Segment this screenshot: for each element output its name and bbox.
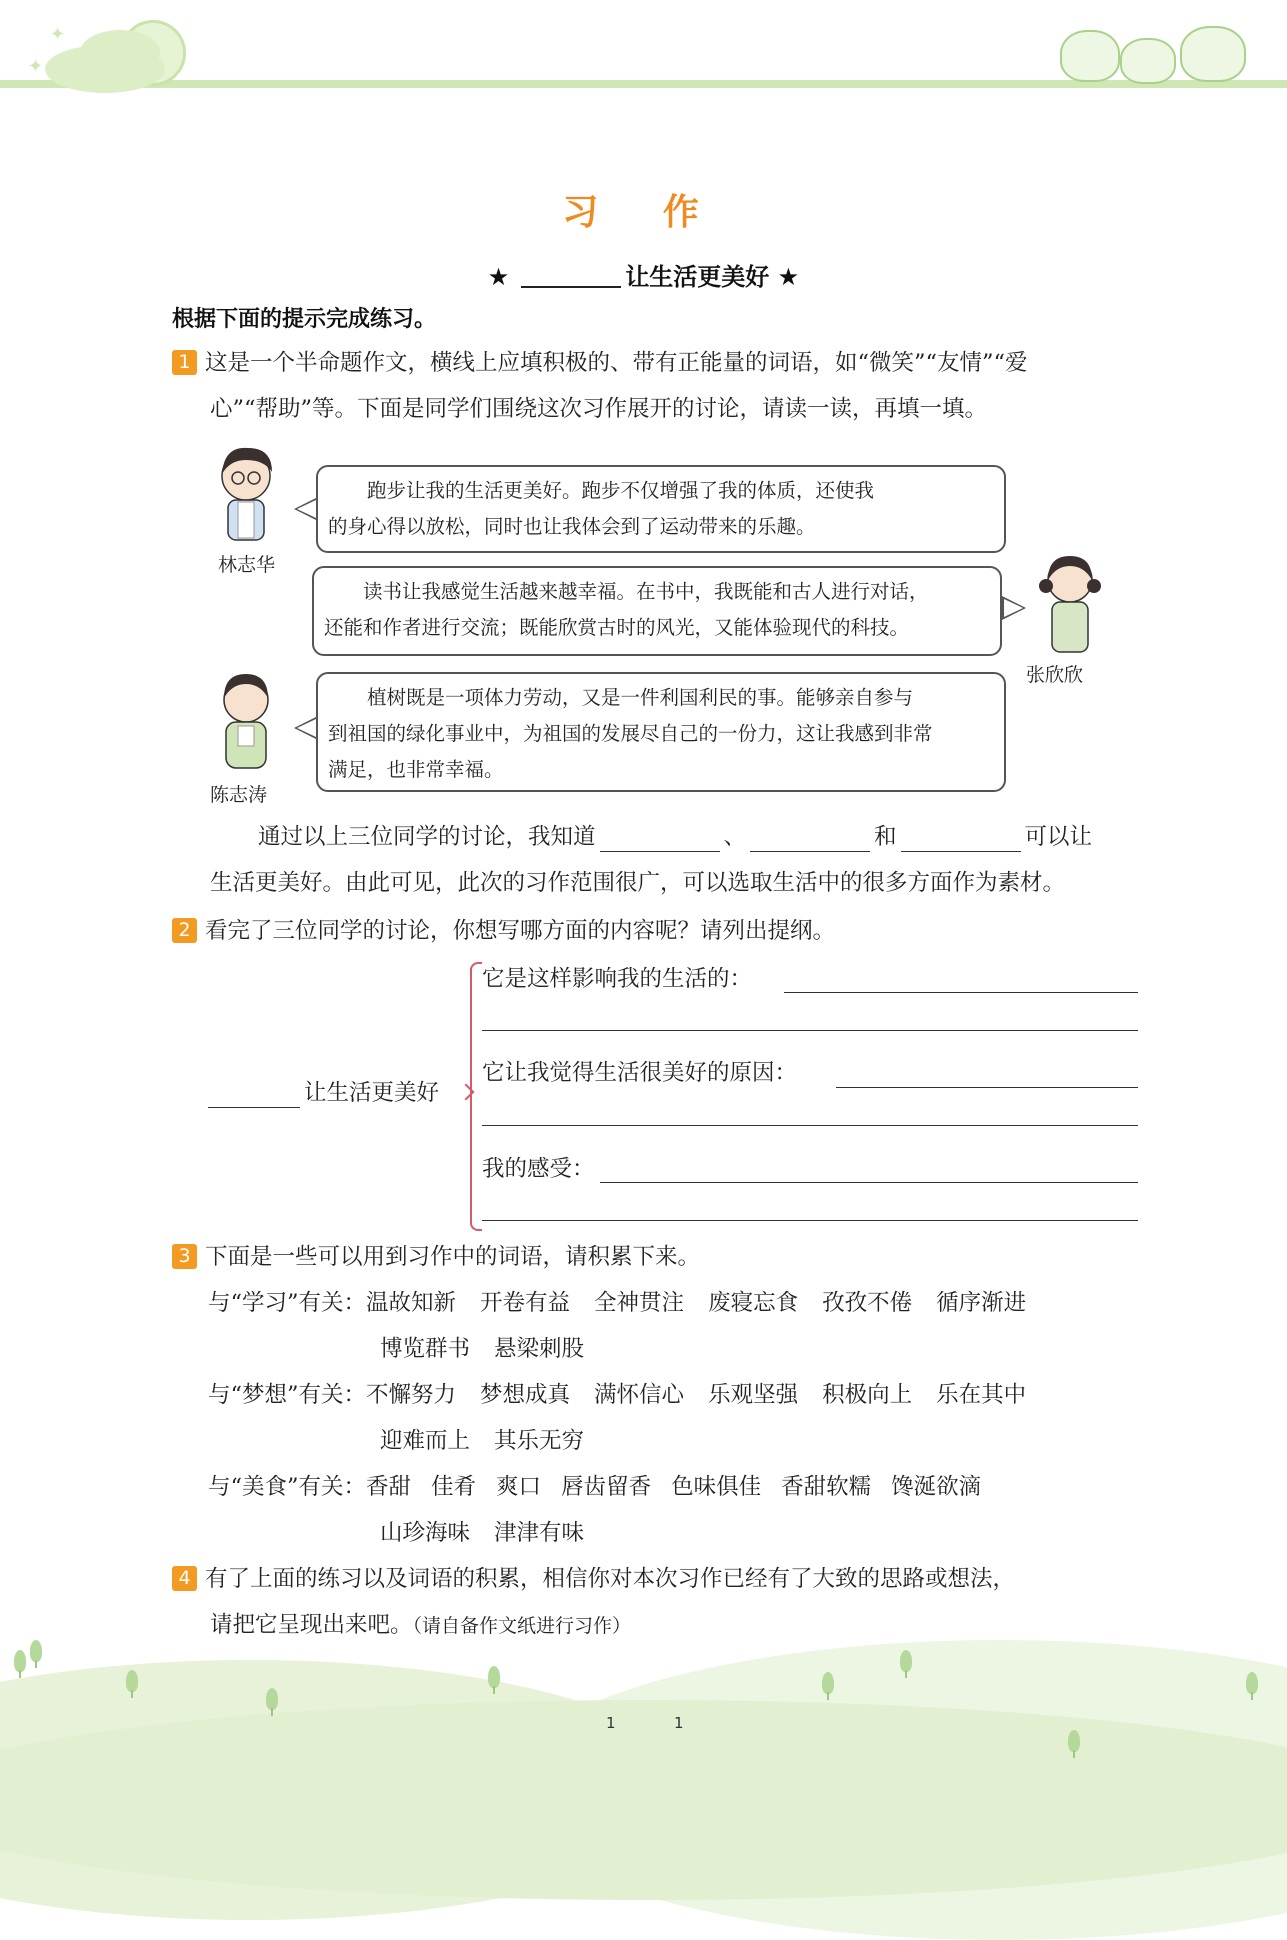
tree-icon [488,1666,500,1688]
answer-line[interactable] [784,992,1138,993]
word: 温故知新 [366,1290,457,1316]
page-number-left: 1 [606,1714,616,1732]
answer-line[interactable] [600,1182,1138,1183]
tree-icon [30,1640,42,1662]
speaker-name: 张欣欣 [1026,664,1084,686]
tree-icon [126,1670,138,1692]
tree-icon [822,1672,834,1694]
hill [0,1700,1287,1900]
q1-text: 这是一个半命题作文，横线上应填积极的、带有正能量的词语，如“微笑”“友情”“爱 [205,350,1028,376]
page-number-right: 1 [674,1714,684,1732]
bubble-text: 的身心得以放松，同时也让我体会到了运动带来的乐趣。 [328,515,816,538]
word: 梦想成真 [480,1382,571,1408]
answer-line[interactable] [836,1087,1138,1088]
pig-icon [1180,26,1246,82]
word: 全神贯注 [594,1290,685,1316]
word: 循序渐进 [936,1290,1027,1316]
word: 津津有味 [494,1520,585,1546]
word: 爽口 [496,1474,542,1500]
word: 乐观坚强 [708,1382,799,1408]
brace [470,968,482,1223]
tree-icon [14,1650,26,1672]
word-group-food [208,1464,981,1510]
word: 博览群书 [380,1336,471,1362]
word: 迎难而上 [380,1428,471,1454]
answer-blank-1[interactable] [600,821,720,852]
word: 悬梁刺股 [494,1336,585,1362]
bubble-text: 到祖国的绿化事业中，为祖国的发展尽自己的一份力，这让我感到非常 [328,722,933,745]
word: 孜孜不倦 [822,1290,913,1316]
q1-summary-line1 [258,814,1092,860]
summary-text: 、 [723,824,747,850]
q4-text: 有了上面的练习以及词语的积累，相信你对本次习作已经有了大致的思路或想法， [205,1566,1016,1592]
bubble-tail [294,716,318,740]
group-label: 与“梦想”有关： [208,1382,367,1408]
answer-blank-2[interactable] [750,821,870,852]
word: 满怀信心 [594,1382,685,1408]
question-number-badge: 4 [172,1566,197,1591]
summary-text: 和 [874,824,897,850]
q3-text: 下面是一些可以用到习作中的词语，请积累下来。 [205,1244,701,1270]
brace [470,1221,482,1231]
word: 香甜 [366,1474,412,1500]
word: 乐在其中 [936,1382,1027,1408]
q4-note: （请自备作文纸进行习作） [412,1615,632,1637]
tree-icon [900,1650,912,1672]
word: 其乐无穷 [494,1428,585,1454]
q3-line [172,1234,700,1280]
speech-bubble [312,566,1002,656]
subtitle-text: 让生活更美好 [625,263,770,291]
word: 山珍海味 [380,1520,471,1546]
answer-line[interactable] [482,1220,1138,1221]
summary-text: 可以让 [1024,824,1093,850]
bubble-text: 满足，也非常幸福。 [328,758,504,781]
word: 唇齿留香 [561,1474,652,1500]
word: 佳肴 [431,1474,477,1500]
word: 废寝忘食 [708,1290,799,1316]
outline-item-3: 我的感受： [482,1156,595,1182]
page-subtitle [0,257,1287,292]
question-number-badge: 1 [172,350,197,375]
bubble-text: 跑步让我的生活更美好。跑步不仅增强了我的体质，还使我 [367,479,875,502]
bear-icon [1120,38,1176,84]
word-group-food-row2 [380,1510,608,1556]
speech-bubble [316,672,1006,792]
instruction: 根据下面的提示完成练习。 [172,307,437,332]
q1-line2: 心”“帮助”等。下面是同学们围绕这次习作展开的讨论，请读一读，再填一填。 [210,396,988,422]
group-label: 与“美食”有关： [208,1474,367,1500]
q1-summary-line2: 生活更美好。由此可见，此次的习作范围很广，可以选取生活中的很多方面作为素材。 [210,870,1066,896]
q4-line1 [172,1556,1015,1602]
word: 色味俱佳 [671,1474,762,1500]
q2-line [172,908,835,954]
tree-icon [266,1688,278,1710]
page-title: 习 作 [562,192,725,233]
speaker-name: 陈志涛 [210,784,268,806]
star-icon: ✦ [50,24,66,45]
boy-avatar-chenzhitao [212,666,282,776]
title-blank[interactable] [521,262,621,288]
q2-text: 看完了三位同学的讨论，你想写哪方面的内容呢？请列出提纲。 [205,918,836,944]
outline-topic-blank[interactable] [208,1077,300,1108]
outline-center [208,1070,439,1116]
q1-line1 [172,340,1028,386]
answer-line[interactable] [482,1030,1138,1031]
star-icon: ✦ [28,56,44,77]
word-group-study [208,1280,1050,1326]
word: 积极向上 [822,1382,913,1408]
bubble-text: 植树既是一项体力劳动，又是一件利国利民的事。能够亲自参与 [367,686,914,709]
outline-center-label: 让生活更美好 [304,1080,440,1106]
bubble-tail [1002,596,1026,620]
tree-icon [1246,1672,1258,1694]
star-icon: ★ [487,263,510,291]
q4-text: 请把它呈现出来吧。 [210,1612,413,1638]
boy-avatar-linzhihua [210,440,285,550]
question-number-badge: 3 [172,1244,197,1269]
summary-text: 通过以上三位同学的讨论，我知道 [258,824,596,850]
bubble-text: 读书让我感觉生活越来越幸福。在书中，我既能和古人进行对话， [363,580,929,603]
group-label: 与“学习”有关： [208,1290,367,1316]
speaker-name: 林志华 [218,554,276,576]
bubble-text: 还能和作者进行交流；既能欣赏古时的风光，又能体验现代的科技。 [324,616,910,639]
word-group-dream [208,1372,1050,1418]
word: 香甜软糯 [781,1474,872,1500]
word: 馋涎欲滴 [891,1474,982,1500]
q4-line2 [210,1602,631,1649]
cloud-icon [80,30,160,75]
word: 不懈努力 [366,1382,457,1408]
answer-blank-3[interactable] [901,821,1021,852]
outline-item-2: 它让我觉得生活很美好的原因： [482,1060,798,1086]
answer-line[interactable] [482,1125,1138,1126]
girl-avatar-zhangxinxin [1030,550,1110,660]
outline-item-1: 它是这样影响我的生活的： [482,966,753,992]
word-group-study-row2 [380,1326,608,1372]
word: 开卷有益 [480,1290,571,1316]
star-icon: ★ [777,263,800,291]
question-number-badge: 2 [172,918,197,943]
bubble-tail [294,497,318,521]
cat-icon [1060,30,1120,82]
word-group-dream-row2 [380,1418,608,1464]
speech-bubble [316,465,1006,553]
tree-icon [1068,1730,1080,1752]
